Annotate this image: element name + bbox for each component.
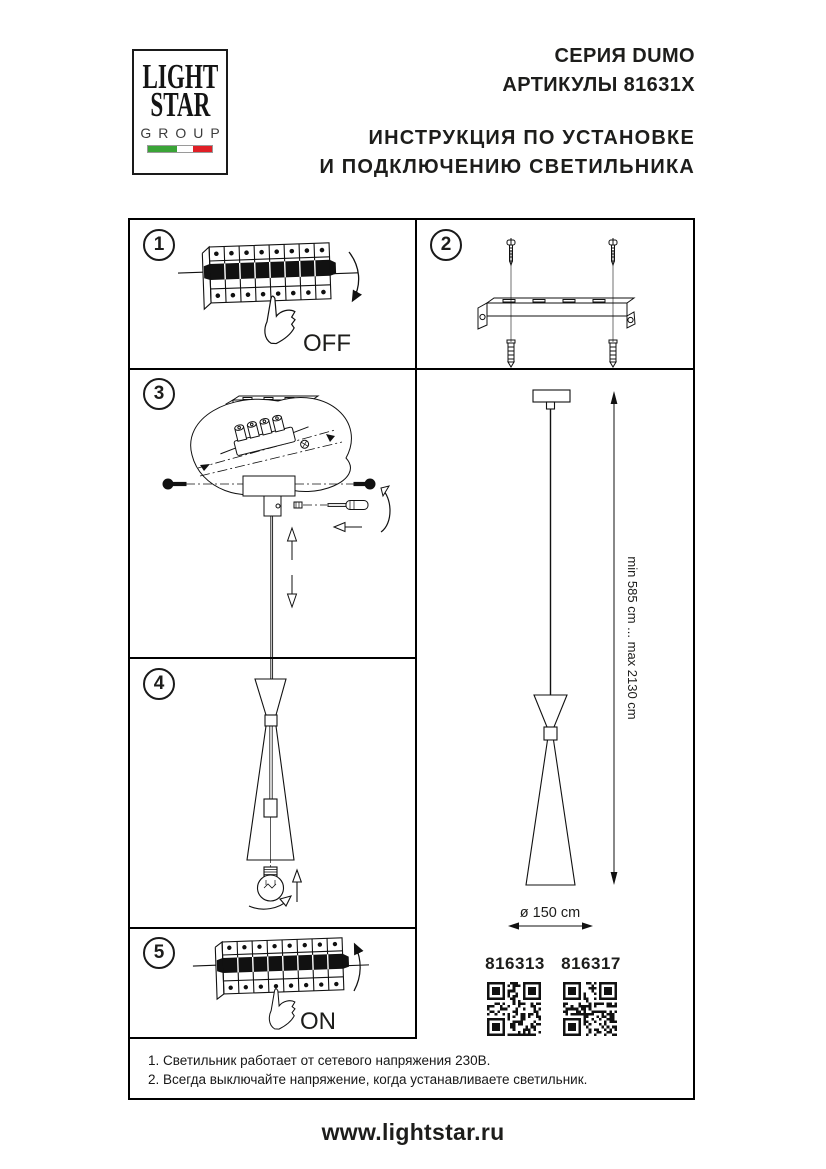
wall-anchor-icon: [507, 340, 515, 367]
instruction-title-line2: И ПОДКЛЮЧЕНИЮ СВЕТИЛЬНИКА: [319, 156, 695, 178]
pendant-assembly-illustration: [130, 659, 415, 927]
ceiling-canopy-drawing: [243, 476, 295, 496]
step-1-digit: 1: [153, 234, 165, 255]
article-number-1: 816313: [485, 954, 545, 973]
pendant-fixture-drawing: [526, 390, 575, 885]
arrow-up-icon: [293, 870, 302, 902]
bracket-screws-illustration: [417, 220, 693, 368]
screw-icon: [609, 238, 617, 265]
set-screw-icon: [294, 502, 302, 508]
wall-anchor-icon: [609, 340, 617, 367]
breaker-off-illustration: [130, 220, 415, 368]
arrow-down-icon: [288, 575, 297, 607]
step-5-digit: 5: [153, 942, 165, 963]
screw-icon: [507, 238, 515, 265]
header-block: [319, 42, 695, 182]
mounting-bracket-drawing: [478, 298, 635, 329]
flag-white-segment: [177, 146, 194, 152]
logo-star-text: STAR: [150, 85, 210, 124]
horizontal-divider-4: [130, 1037, 417, 1039]
arrow-down-icon: [349, 252, 359, 300]
article-number-2: 816317: [561, 954, 621, 973]
arrow-up-icon: [354, 945, 360, 991]
diameter-label: ø 150 cm: [519, 905, 581, 921]
italian-flag-icon: [147, 145, 213, 153]
on-label: ON: [300, 1008, 336, 1035]
note-line-1: 1. Светильник работает от сетевого напряжения 230В.: [148, 1053, 491, 1068]
circuit-breaker-drawing: [192, 937, 370, 1000]
cord-grip-drawing: [264, 496, 281, 516]
pendant-dimensions-illustration: [417, 370, 693, 935]
articles-title: АРТИКУЛЫ 81631X: [502, 74, 695, 96]
height-dimension: [611, 391, 618, 885]
logo-light-text: LIGHT: [142, 57, 218, 96]
instruction-panels-grid: [128, 218, 695, 1100]
logo-group-text: GROUP: [140, 125, 227, 141]
off-label: OFF: [303, 330, 351, 357]
safety-notes: [148, 1051, 587, 1089]
flag-red-segment: [193, 146, 212, 152]
light-bulb-icon: [258, 867, 284, 901]
breaker-on-illustration: [130, 929, 415, 1037]
width-dimension-arrow: [508, 922, 593, 929]
flag-green-segment: [148, 146, 177, 152]
note-line-2: 2. Всегда выключайте напряжение, когда устанавливаете светильник.: [148, 1072, 588, 1087]
step-2-digit: 2: [440, 234, 452, 255]
screwdriver-icon: [328, 501, 368, 510]
arrow-left-icon: [334, 523, 362, 532]
series-title: СЕРИЯ DUMO: [554, 45, 695, 67]
lamp-socket-drawing: [264, 799, 277, 817]
step-3-digit: 3: [153, 383, 165, 404]
pointing-hand-icon: [265, 986, 298, 1030]
lightstar-logo: [132, 49, 228, 175]
instruction-title-line1: ИНСТРУКЦИЯ ПО УСТАНОВКЕ: [368, 127, 695, 149]
qr-code-2: [563, 982, 617, 1036]
qr-code-1: [487, 982, 541, 1036]
step-4-digit: 4: [153, 673, 165, 694]
circuit-breaker-drawing: [177, 242, 359, 310]
canopy-wiring-illustration: [130, 370, 415, 657]
website-label: www.lightstar.ru: [321, 1119, 505, 1145]
arrow-up-icon: [288, 528, 297, 560]
suspension-cable: [271, 516, 273, 657]
height-range-label: min 585 cm ... max 2130 cm: [625, 556, 640, 720]
